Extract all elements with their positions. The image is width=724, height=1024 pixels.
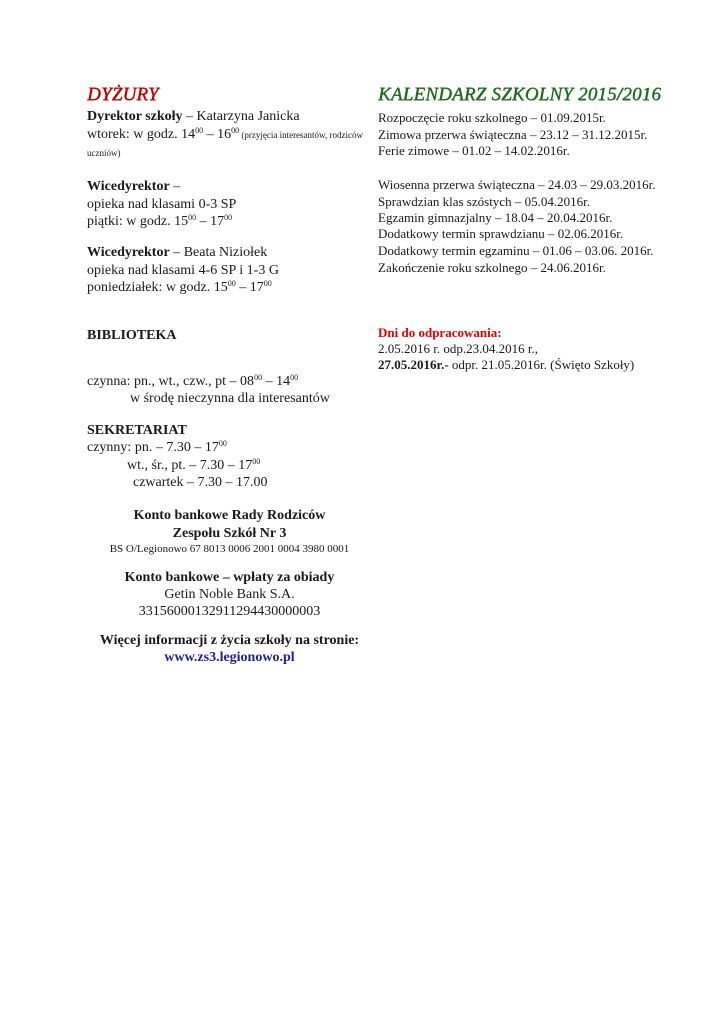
more-info-text: Więcej informacji z życia szkoły na stronie: [99,633,360,648]
duty-title: DYŻURY [87,84,159,105]
secretariat-line3: czwartek – 7.30 – 17.00 [133,475,268,490]
library-hours-start: czynna: pn., wt., czw., pt – 08 [87,374,255,389]
vice2-sup-end: 00 [263,279,272,288]
director-hours-sup-start: 00 [195,126,204,135]
director-hours [87,126,372,162]
vice1-hours-start: piątki: w godz. 15 [87,214,189,229]
secretariat-line1 [87,439,372,457]
vice1-hours-end: – 17 [196,214,225,229]
director-name: – Katarzyna Janicka [182,109,300,124]
calendar-item: Egzamin gimnazjalny – 18.04 – 20.04.2016r. [378,210,613,225]
vice1-line [87,178,372,196]
bank-parents-line1: Konto bankowe Rady Rodziców [133,508,326,523]
director-hours-end: – 16 [203,127,232,142]
director-label: Dyrektor szkoły [87,109,183,124]
secretariat-line2-sup: 00 [252,457,261,466]
calendar-item: Ferie zimowe – 01.02 – 14.02.2016r. [378,143,570,158]
makeup-days-date: 27.05.2016r.- [378,357,449,372]
vice1-sup-start: 00 [188,213,197,222]
bank-parents-account: BS O/Legionowo 67 8013 0006 2001 0004 3980 0001 [109,543,350,555]
library-sup-end: 00 [290,373,299,382]
calendar-item: Dodatkowy termin sprawdzianu – 02.06.2016r. [378,226,624,241]
vice2-line [87,244,372,262]
vice1-sup-end: 00 [224,213,233,222]
library-hours [87,373,372,391]
bank-meals-account: 33156000132911294430000003 [138,604,321,619]
calendar-item: Dodatkowy termin egzaminu – 01.06 – 03.06. 2016r. [378,243,654,258]
library-hours-end: – 14 [262,374,291,389]
calendar-item: Zakończenie roku szkolnego – 24.06.2016r. [378,260,606,275]
website-link[interactable]: www.zs3.legionowo.pl [164,650,295,665]
director-hours-sup-end: 00 [231,126,240,135]
library-sup-start: 00 [254,373,263,382]
calendar-title: KALENDARZ SZKOLNY 2015/2016 [378,84,662,105]
vice1-label: Wicedyrektor [87,179,170,194]
vice1-hours [87,213,372,231]
vice2-hours [87,279,372,297]
vice2-care: opieka nad klasami 4-6 SP i 1-3 G [87,263,279,278]
makeup-days-line1: 2.05.2016 r. odp.23.04.2016 r., [378,341,538,356]
makeup-days-line2 [378,356,708,373]
secretariat-line2-text: wt., śr., pt. – 7.30 – 17 [127,458,253,473]
vice2-hours-start: poniedziałek: w godz. 15 [87,280,228,295]
vice2-label: Wicedyrektor [87,245,170,260]
makeup-days-rest: odpr. 21.05.2016r. (Święto Szkoły) [448,357,635,372]
bank-meals-bank: Getin Noble Bank S.A. [164,587,295,602]
vice1-care: opieka nad klasami 0-3 SP [87,197,237,212]
secretariat-line2 [87,457,412,475]
library-closed: w środę nieczynna dla interesantów [130,391,330,406]
vice2-hours-end: – 17 [235,280,264,295]
secretariat-line1-text: czynny: pn. – 7.30 – 17 [87,440,219,455]
vice2-sup-start: 00 [227,279,236,288]
library-title: BIBLIOTEKA [87,328,177,343]
director-note: (przyjęcia interesantów, rodziców uczniów) [87,130,363,158]
makeup-days-title: Dni do odpracowania: [378,325,502,340]
calendar-item: Zimowa przerwa świąteczna – 23.12 – 31.12.2015r. [378,127,648,142]
director-line [87,108,372,126]
secretariat-line1-sup: 00 [218,439,227,448]
calendar-item: Rozpoczęcie roku szkolnego – 01.09.2015r. [378,110,606,125]
calendar-item: Wiosenna przerwa świąteczna – 24.03 – 29.03.2016r. [378,177,656,192]
website-link-wrap [87,649,372,667]
calendar-item: Sprawdzian klas szóstych – 05.04.2016r. [378,194,590,209]
director-hours-start: wtorek: w godz. 14 [87,127,196,142]
bank-meals-title: Konto bankowe – wpłaty za obiady [124,570,335,585]
vice2-name: – Beata Niziołek [169,245,268,260]
bank-parents-line2: Zespołu Szkół Nr 3 [172,526,287,541]
secretariat-title: SEKRETARIAT [87,423,187,438]
vice1-dash: – [169,179,181,194]
